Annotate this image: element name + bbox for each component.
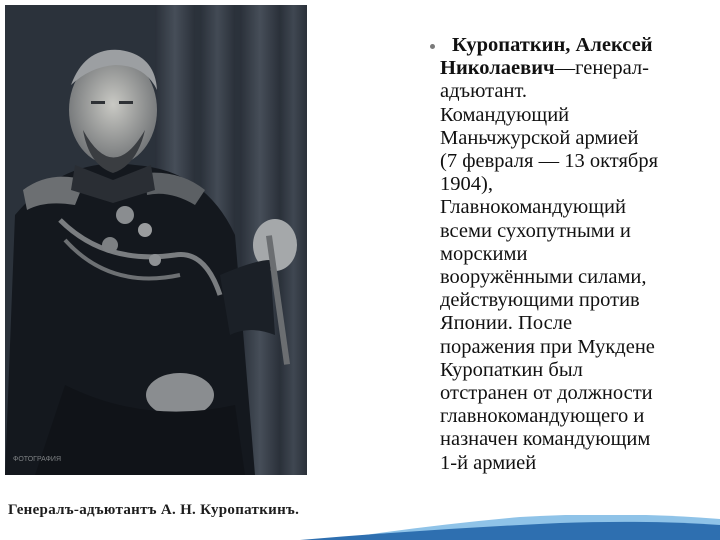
photo-caption: Генералъ-адъютантъ А. Н. Куропаткинъ.: [8, 502, 300, 518]
text-line: всеми сухопутными и: [440, 219, 631, 242]
name-part-1: Куропаткин, Алексей: [452, 34, 653, 56]
text-line: действующими против: [440, 289, 640, 312]
corner-stamp: ФОТОГРАФИЯ: [13, 456, 62, 463]
text-line: поражения при Мукдене: [440, 335, 655, 358]
text-line: 1904),: [440, 173, 493, 196]
biography-text: [440, 34, 710, 475]
text-line: Главнокомандующий: [440, 196, 626, 219]
text-line: Командующий: [440, 103, 570, 126]
text-line: Японии. После: [440, 312, 573, 335]
text-line: Куропаткин был: [440, 358, 583, 381]
text-line: 1-й армией: [440, 451, 537, 474]
text-line: отстранен от должности: [440, 382, 653, 405]
bottom-wave-decoration: [0, 515, 720, 540]
bullet-marker: [430, 44, 435, 49]
name-line-1: [440, 34, 710, 57]
text-line: главнокомандующего и: [440, 405, 645, 428]
text-line: (7 февраля — 13 октября: [440, 150, 658, 173]
text-line: назначен командующим: [440, 428, 651, 451]
name-part-2: Николаевич: [440, 57, 555, 80]
name-line-2: [440, 57, 710, 80]
text-line: Маньчжурской армией: [440, 126, 639, 149]
portrait-photo: [5, 5, 307, 475]
text-line: морскими: [440, 242, 528, 265]
title-suffix: —генерал-: [554, 57, 649, 80]
text-line: вооружёнными силами,: [440, 266, 647, 289]
text-line: адъютант.: [440, 80, 527, 103]
portrait-illustration: [5, 5, 307, 475]
